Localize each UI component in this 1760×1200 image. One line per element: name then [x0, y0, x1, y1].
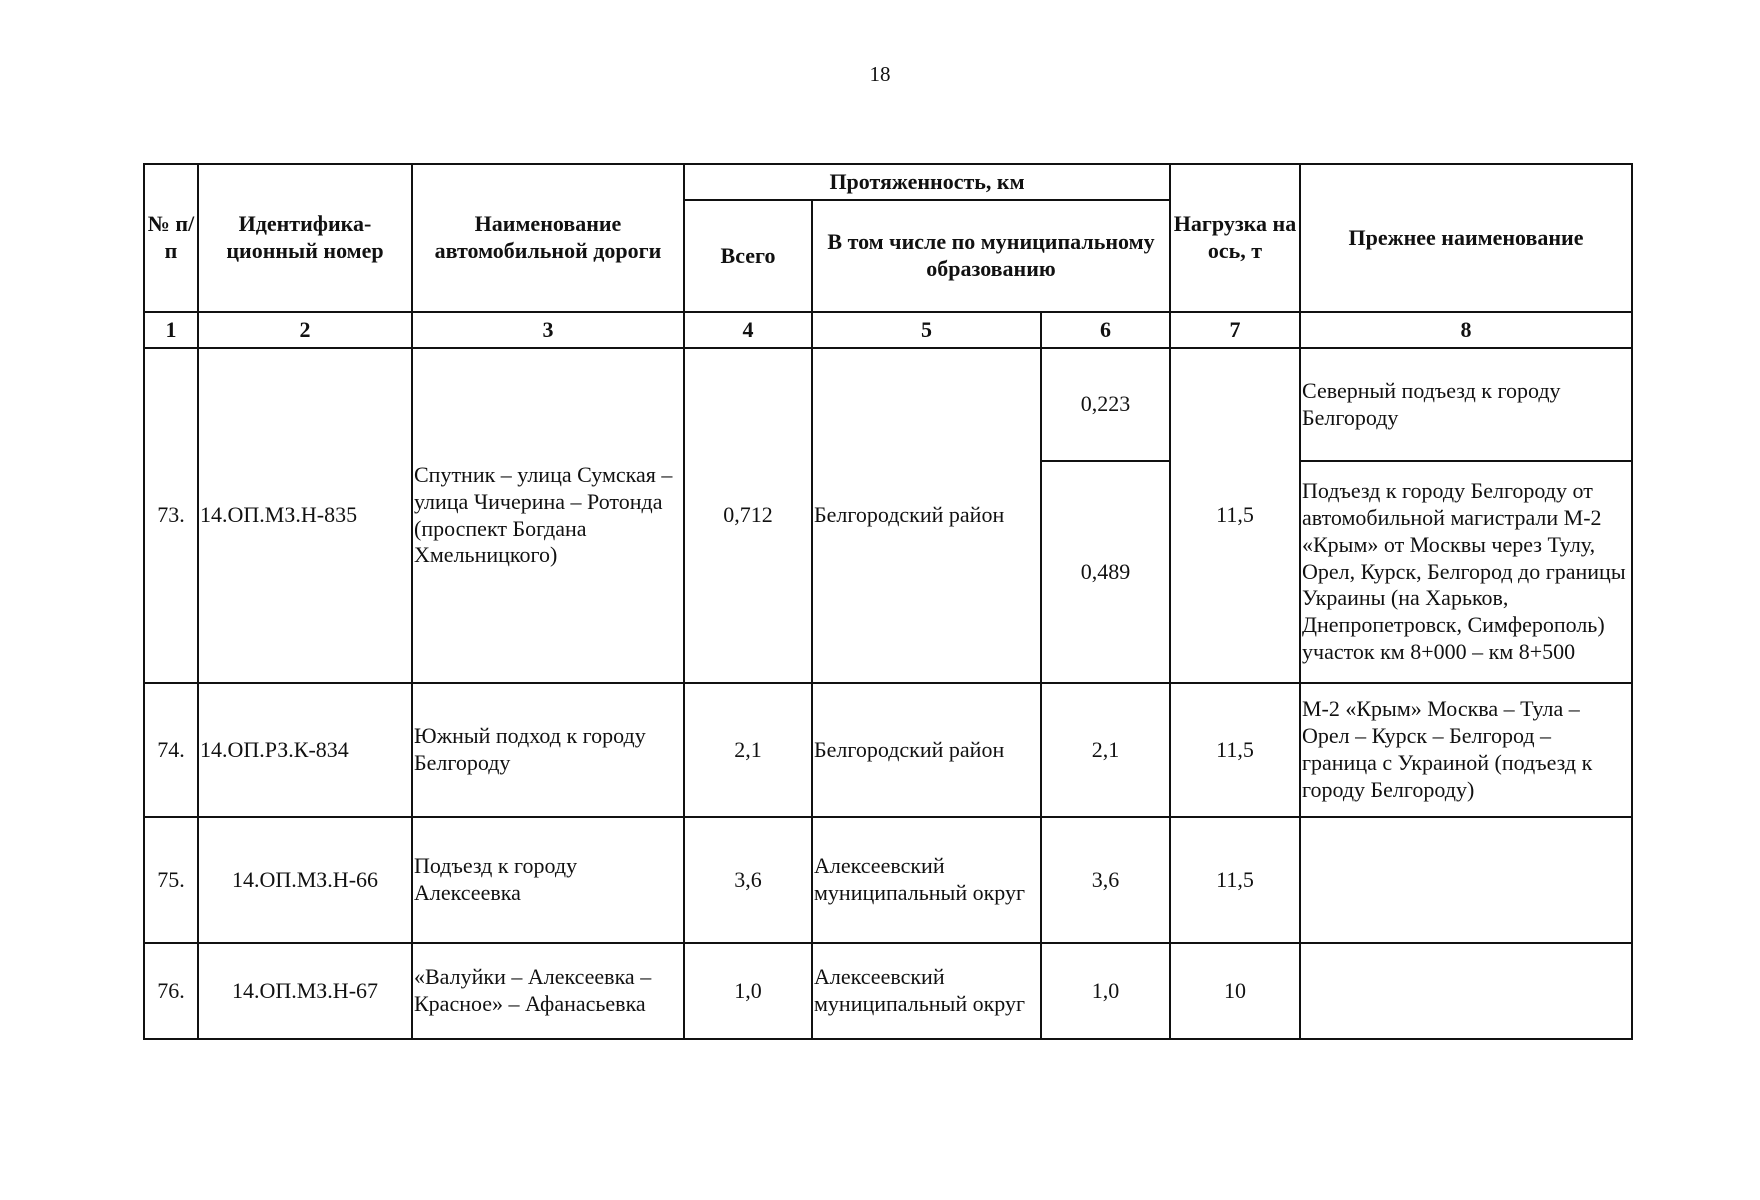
table-row [144, 348, 1632, 461]
header-id: Идентифика-ционный номер [198, 164, 412, 312]
municipality: Белгородский район [812, 348, 1041, 683]
former-name: Северный подъезд к городу Белгороду [1300, 348, 1632, 461]
axle-load: 11,5 [1170, 817, 1300, 943]
table-row [144, 683, 1632, 817]
road-name: «Валуйки – Алексеевка – Красное» – Афанасьевка [412, 943, 684, 1039]
road-name: Подъезд к городу Алексеевка [412, 817, 684, 943]
axle-load: 11,5 [1170, 348, 1300, 683]
column-number: 5 [812, 312, 1041, 348]
header-axle-load: Нагрузка на ось, т [1170, 164, 1300, 312]
column-number: 8 [1300, 312, 1632, 348]
length-total: 0,712 [684, 348, 812, 683]
municipality: Алексеевский муниципальный округ [812, 943, 1041, 1039]
length-total: 3,6 [684, 817, 812, 943]
header-former-name: Прежнее наименование [1300, 164, 1632, 312]
row-number: 75. [144, 817, 198, 943]
length-part: 3,6 [1041, 817, 1170, 943]
header-length-group: Протяженность, км [684, 164, 1170, 200]
road-id: 14.ОП.МЗ.Н-67 [198, 943, 412, 1039]
header-municipal: В том числе по муниципальному образованию [812, 200, 1170, 312]
header-road-name: Наименование автомобильной дороги [412, 164, 684, 312]
former-name [1300, 943, 1632, 1039]
column-number: 6 [1041, 312, 1170, 348]
column-number: 2 [198, 312, 412, 348]
header-total: Всего [684, 200, 812, 312]
former-name: М-2 «Крым» Москва – Тула – Орел – Курск – Белгород – граница с Украиной (подъезд к городу Белгороду) [1300, 683, 1632, 817]
length-part: 0,223 [1041, 348, 1170, 461]
axle-load: 11,5 [1170, 683, 1300, 817]
length-total: 1,0 [684, 943, 812, 1039]
table-row [144, 943, 1632, 1039]
column-number: 7 [1170, 312, 1300, 348]
axle-load: 10 [1170, 943, 1300, 1039]
column-number: 4 [684, 312, 812, 348]
roads-table [143, 163, 1633, 1040]
row-number: 76. [144, 943, 198, 1039]
length-part: 0,489 [1041, 461, 1170, 683]
municipality: Белгородский район [812, 683, 1041, 817]
header-number: № п/п [144, 164, 198, 312]
length-part: 1,0 [1041, 943, 1170, 1039]
column-number: 3 [412, 312, 684, 348]
row-number: 73. [144, 348, 198, 683]
municipality: Алексеевский муниципальный округ [812, 817, 1041, 943]
row-number: 74. [144, 683, 198, 817]
length-part: 2,1 [1041, 683, 1170, 817]
road-id: 14.ОП.МЗ.Н-835 [198, 348, 412, 683]
column-number: 1 [144, 312, 198, 348]
table-row [144, 817, 1632, 943]
road-id: 14.ОП.РЗ.К-834 [198, 683, 412, 817]
former-name: Подъезд к городу Белгороду от автомобильной магистрали М-2 «Крым» от Москвы через Тулу, Орел, Курск, Белгород до границы Украины (на Харьков, Днепропетровск, Симферополь) участок км 8+000 – км 8+500 [1300, 461, 1632, 683]
road-name: Южный подход к городу Белгороду [412, 683, 684, 817]
length-total: 2,1 [684, 683, 812, 817]
page-number: 18 [869, 62, 891, 86]
former-name [1300, 817, 1632, 943]
road-name: Спутник – улица Сумская – улица Чичерина – Ротонда (проспект Богдана Хмельницкого) [412, 348, 684, 683]
road-id: 14.ОП.МЗ.Н-66 [198, 817, 412, 943]
